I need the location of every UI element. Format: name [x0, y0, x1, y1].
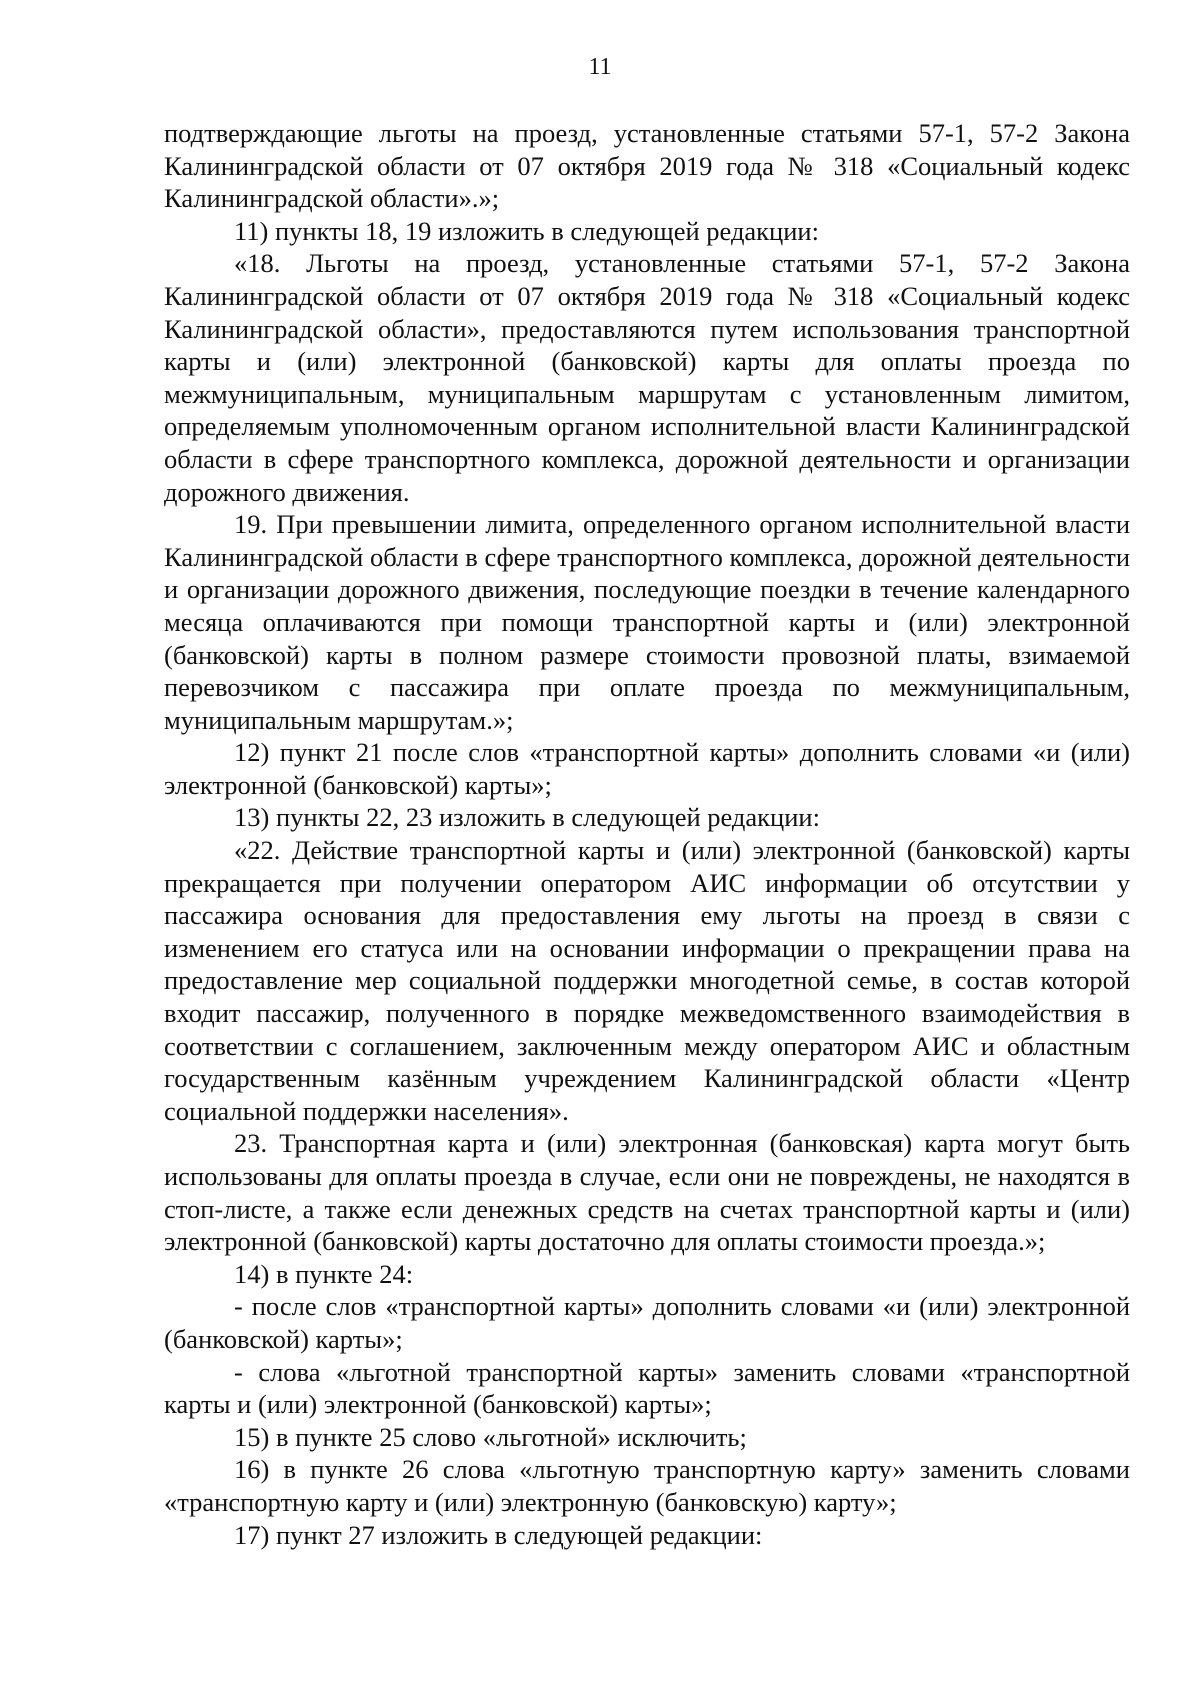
paragraph-10: - после слов «транспортной карты» дополнить словами «и (или) электронной (банковской) карты»;: [164, 1291, 1130, 1354]
paragraph-4: 19. При превышении лимита, определенного органом исполнительной власти Калининградской области в сфере транспортного комплекса, дорожной деятельности и организации дорожного движения, последующие поездки в течение календарного месяца оплачиваются при помощи транспортной карты и (или) электронной (банковской) карты в полном размере стоимости провозной платы, взимаемой перевозчиком с пассажира при оплате проезда по межмуниципальным, муниципальным маршрутам.»;: [164, 509, 1130, 735]
paragraph-5: 12) пункт 21 после слов «транспортной карты» дополнить словами «и (или) электронной (банковской) карты»;: [164, 737, 1130, 800]
paragraph-7: «22. Действие транспортной карты и (или) электронной (банковской) карты прекращается при получении оператором АИС информации об отсутствии у пассажира основания для предоставления ему льготы на проезд в связи с изменением его статуса или на основании информации о прекращении права на предоставление мер социальной поддержки многодетной семье, в состав которой входит пассажир, полученного в порядке межведомственного взаимодействия в соответствии с соглашением, заключенным между оператором АИС и областным государственным казённым учреждением Калининградской области «Центр социальной поддержки населения».: [164, 835, 1130, 1126]
paragraph-3: «18. Льготы на проезд, установленные статьями 57-1, 57-2 Закона Калининградской области от 07 октября 2019 года № 318 «Социальный кодекс Калининградской области», предоставляются путем использования транспортной карты и (или) электронной (банковской) карты для оплаты проезда по межмуниципальным, муниципальным маршрутам с установленным лимитом, определяемым уполномоченным органом исполнительной власти Калининградской области в сфере транспортного комплекса, дорожной деятельности и организации дорожного движения.: [164, 248, 1130, 507]
paragraph-12: 15) в пункте 25 слово «льготной» исключить;: [234, 1421, 747, 1452]
page-number: 11: [588, 54, 612, 80]
paragraph-2: 11) пункты 18, 19 изложить в следующей редакции:: [234, 215, 819, 246]
paragraph-8: 23. Транспортная карта и (или) электронная (банковская) карта могут быть использованы для оплаты проезда в случае, если они не повреждены, не находятся в стоп-листе, а также если денежных средств на счетах транспортной карты и (или) электронной (банковской) карты достаточно для оплаты стоимости проезда.»;: [164, 1128, 1130, 1257]
paragraph-6: 13) пункты 22, 23 изложить в следующей редакции:: [234, 802, 820, 833]
paragraph-9: 14) в пункте 24:: [234, 1258, 414, 1289]
paragraph-13: 16) в пункте 26 слова «льготную транспортную карту» заменить словами «транспортную карту и (или) электронную (банковскую) карту»;: [164, 1454, 1130, 1517]
paragraph-14: 17) пункт 27 изложить в следующей редакции:: [234, 1519, 763, 1550]
paragraph-1: подтверждающие льготы на проезд, установленные статьями 57-1, 57-2 Закона Калининградской области от 07 октября 2019 года № 318 «Социальный кодекс Калининградской области».»;: [164, 118, 1130, 214]
document-body: [164, 117, 1130, 1551]
paragraph-11: - слова «льготной транспортной карты» заменить словами «транспортной карты и (или) электронной (банковской) карты»;: [164, 1356, 1130, 1420]
